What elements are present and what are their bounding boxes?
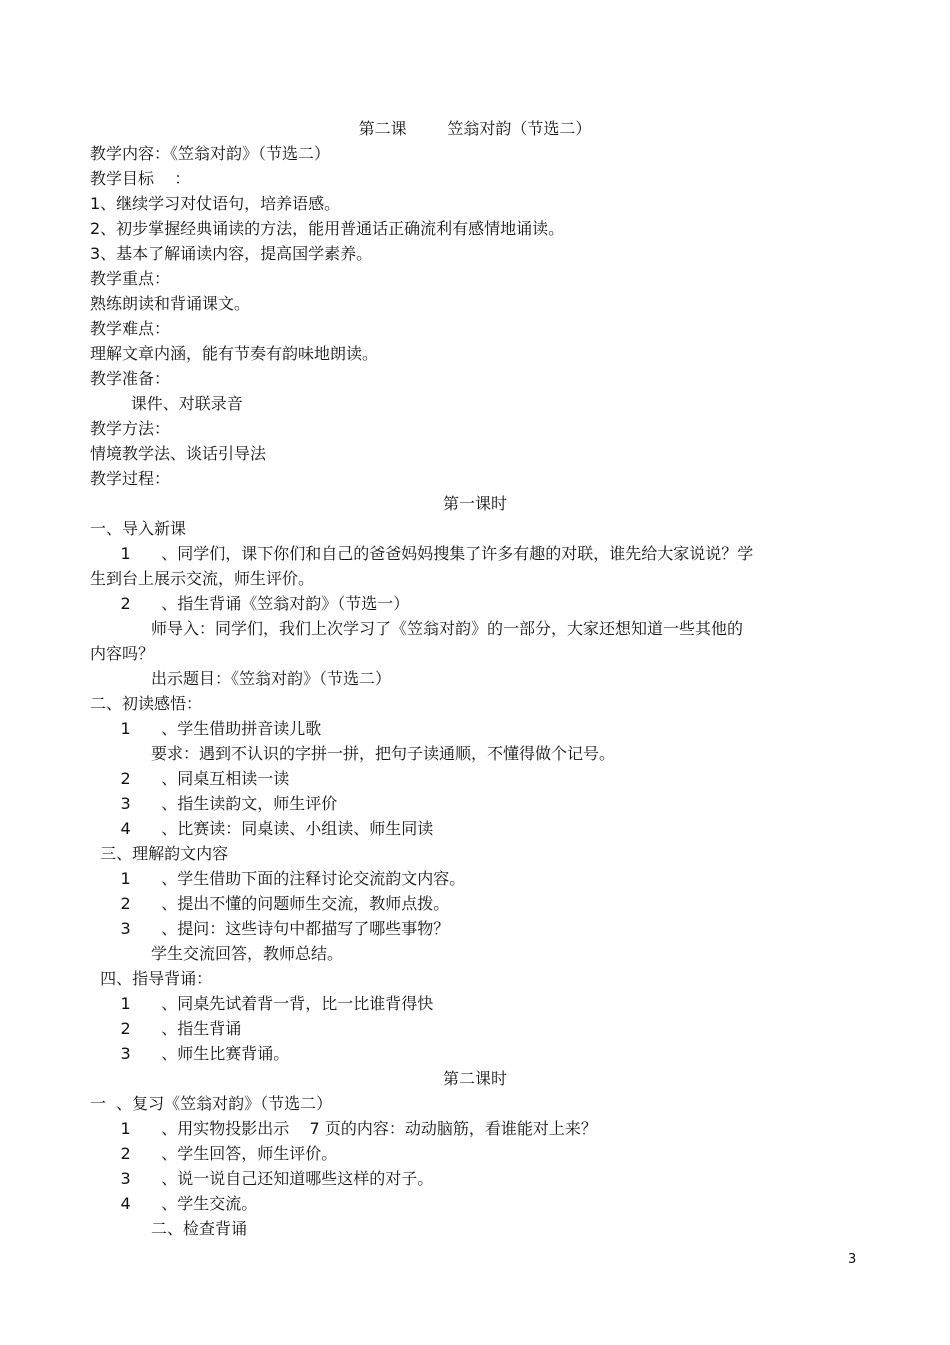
text-line: 三、理解韵文内容	[90, 844, 229, 863]
text-line: 教学难点：	[90, 319, 171, 338]
text-line: 出示题目：《笠翁对韵》（节选二）	[90, 669, 392, 688]
text-line: 2 、指生背诵《笠翁对韵》（节选一）	[90, 594, 410, 613]
text-line: 师导入：同学们，我们上次学习了《笠翁对韵》的一部分，大家还想知道一些其他的	[90, 619, 744, 638]
text-line: 要求：遇到不认识的字拼一拼，把句子读通顺，不懂得做个记号。	[90, 744, 616, 763]
text-line: 学生交流回答，教师总结。	[90, 944, 344, 963]
text-line: 课件、对联录音	[90, 394, 243, 413]
text-line: 4 、比赛读：同桌读、小组读、师生同读	[90, 819, 434, 838]
text-line: 1 、学生借助下面的注释讨论交流韵文内容。	[90, 869, 466, 888]
text-line: 内容吗？	[90, 644, 155, 663]
text-line: 3 、指生读韵文，师生评价	[90, 794, 338, 813]
text-line: 教学内容：《笠翁对韵》（节选二）	[90, 144, 331, 163]
text-line: 四、指导背诵：	[90, 969, 213, 988]
lesson-title: 第二课 笠翁对韵（节选二）	[358, 119, 592, 138]
text-line: 1 、学生借助拼音读儿歌	[90, 719, 322, 738]
text-line: 3 、提问：这些诗句中都描写了哪些事物？	[90, 919, 450, 938]
text-line: 教学目标 ：	[90, 169, 191, 188]
text-line: 生到台上展示交流，师生评价。	[90, 569, 315, 588]
text-line: 情境教学法、谈话引导法	[90, 444, 267, 463]
text-line: 4 、学生交流。	[90, 1194, 258, 1213]
text-line: 3 、师生比赛背诵。	[90, 1044, 290, 1063]
page-number: 3	[848, 1252, 857, 1267]
text-line: 3 、说一说自己还知道哪些这样的对子。	[90, 1169, 434, 1188]
section-heading: 第一课时	[442, 494, 507, 513]
text-line: 2、初步掌握经典诵读的方法，能用普通话正确流利有感情地诵读。	[90, 219, 565, 238]
text-line: 一 、复习《笠翁对韵》（节选二）	[90, 1094, 333, 1113]
text-line: 教学过程：	[90, 469, 171, 488]
text-line: 1 、同桌先试着背一背，比一比谁背得快	[90, 994, 434, 1013]
text-line: 理解文章内涵，能有节奏有韵味地朗读。	[90, 344, 379, 363]
text-line: 一、导入新课	[90, 519, 187, 538]
text-line: 熟练朗读和背诵课文。	[90, 294, 251, 313]
text-line: 2 、指生背诵	[90, 1019, 242, 1038]
text-line: 教学方法：	[90, 419, 171, 438]
text-line: 1 、用实物投影出示 7 页的内容：动动脑筋，看谁能对上来？	[90, 1119, 597, 1138]
text-line: 2 、学生回答，师生评价。	[90, 1144, 338, 1163]
section-heading: 第二课时	[442, 1069, 507, 1088]
text-line: 1 、同学们，课下你们和自己的爸爸妈妈搜集了许多有趣的对联，谁先给大家说说？学	[90, 544, 754, 563]
text-line: 2 、提出不懂的问题师生交流，教师点拨。	[90, 894, 450, 913]
text-line: 二、初读感悟：	[90, 694, 203, 713]
text-line: 3、基本了解诵读内容，提高国学素养。	[90, 244, 373, 263]
text-line: 1、继续学习对仗语句，培养语感。	[90, 194, 341, 213]
text-line: 教学重点：	[90, 269, 171, 288]
text-line: 2 、同桌互相读一读	[90, 769, 290, 788]
text-line: 二、检查背诵	[90, 1219, 248, 1238]
text-line: 教学准备：	[90, 369, 171, 388]
